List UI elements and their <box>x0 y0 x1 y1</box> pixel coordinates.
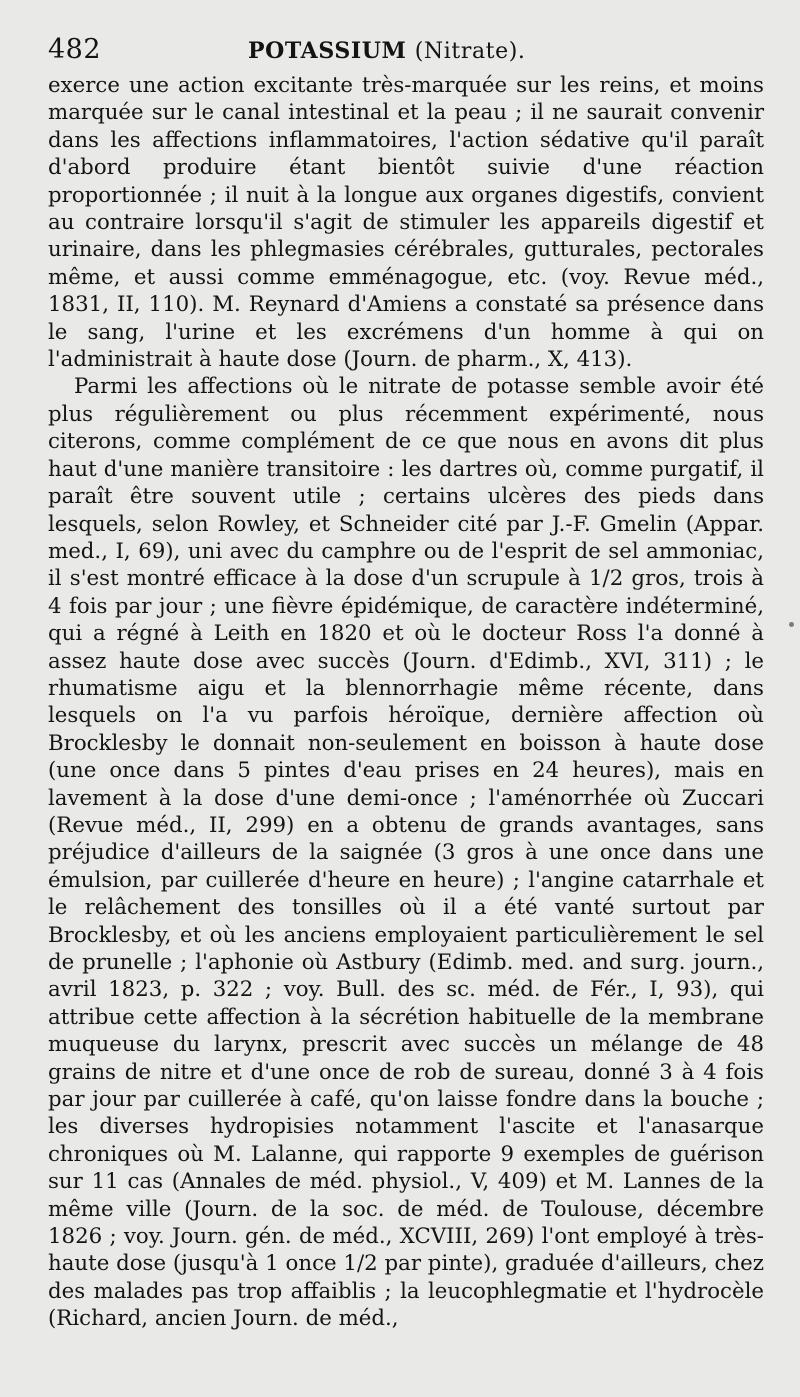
paragraph-nitrate-affections: Parmi les affections où le nitrate de potasse semble avoir été plus régulièrement ou plus récemment expérimenté, nous citerons, comme complément de ce que nous en avons dit plus haut d'une manière transitoire : les dartres où, comme purgatif, il paraît être souvent utile ; certains ulcères des pieds dans lesquels, selon Rowley, et Schneider cité par J.-F. Gmelin (Appar. med., I, 69), uni avec du camphre ou de l'esprit de sel ammoniac, il s'est montré efficace à la dose d'un scrupule à 1/2 gros, trois à 4 fois par jour ; une fièvre épidémique, de caractère indéterminé, qui a régné à Leith en 1820 et où le docteur Ross l'a donné à assez haute dose avec succès (Journ. d'Edimb., XVI, 311) ; le rhumatisme aigu et la blennorrhagie même récente, dans lesquels on l'a vu parfois héroïque, dernière affection où Brocklesby le donnait non-seulement en boisson à haute dose (une once dans 5 pintes d'eau prises en 24 heures), mais en lavement à la dose d'une demi-once ; l'aménorrhée où Zuccari (Revue méd., II, 299) en a obtenu de grands avantages, sans préjudice d'ailleurs de la saignée (3 gros à une once dans une émulsion, par cuillerée d'heure en heure) ; l'angine catarrhale et le relâchement des tonsilles où il a été vanté surtout par Brocklesby, et où les anciens employaient particulièrement le sel de prunelle ; l'aphonie où Astbury (Edimb. med. and surg. journ., avril 1823, p. 322 ; voy. Bull. des sc. méd. de Fér., I, 93), qui attribue cette affection à la sécrétion habituelle de la membrane muqueuse du larynx, prescrit avec succès un mélange de 48 grains de nitre et d'une once de rob de sureau, donné 3 à 4 fois par jour par cuillerée à café, qu'on laisse fondre dans la bouche ; les diverses hydropisies notamment l'ascite et l'anasarque chroniques où M. Lalanne, qui rapporte 9 exemples de guérison sur 11 cas (Annales de méd. physiol., V, 409) et M. Lannes de la même ville (Journ. de la soc. de méd. de Toulouse, décembre 1826 ; voy. Journ. gén. de méd., XCVIII, 269) l'ont employé à très-haute dose (jusqu'à 1 once 1/2 par pinte), graduée d'ailleurs, chez des malades pas trop affaiblis ; la leucophlegmatie et l'hydrocèle (Richard, ancien Journ. de méd., <box>48 374 764 1332</box>
body-text <box>48 72 764 1333</box>
paragraph-continuation: exerce une action excitante très-marquée sur les reins, et moins marquée sur le canal intestinal et la peau ; il ne saurait convenir dans les affections inflammatoires, l'action sédative qu'il paraît d'abord produire étant bientôt suivie d'une réaction proportionnée ; il nuit à la longue aux organes digestifs, convient au contraire lorsqu'il s'agit de stimuler les appareils digestif et urinaire, dans les phlegmasies cérébrales, gutturales, pectorales même, et aussi comme emménagogue, etc. (voy. Revue méd., 1831, II, 110). M. Reynard d'Amiens a constaté sa présence dans le sang, l'urine et les excrémens d'un homme à qui on l'administrait à haute dose (Journ. de pharm., X, 413). <box>48 73 764 373</box>
running-head-title: POTASSIUM <box>248 38 407 64</box>
page-number: 482 <box>48 34 102 65</box>
running-head <box>248 38 526 64</box>
running-head-subtitle: (Nitrate). <box>414 39 526 64</box>
page-header <box>48 34 764 72</box>
ink-smudge <box>789 622 794 627</box>
